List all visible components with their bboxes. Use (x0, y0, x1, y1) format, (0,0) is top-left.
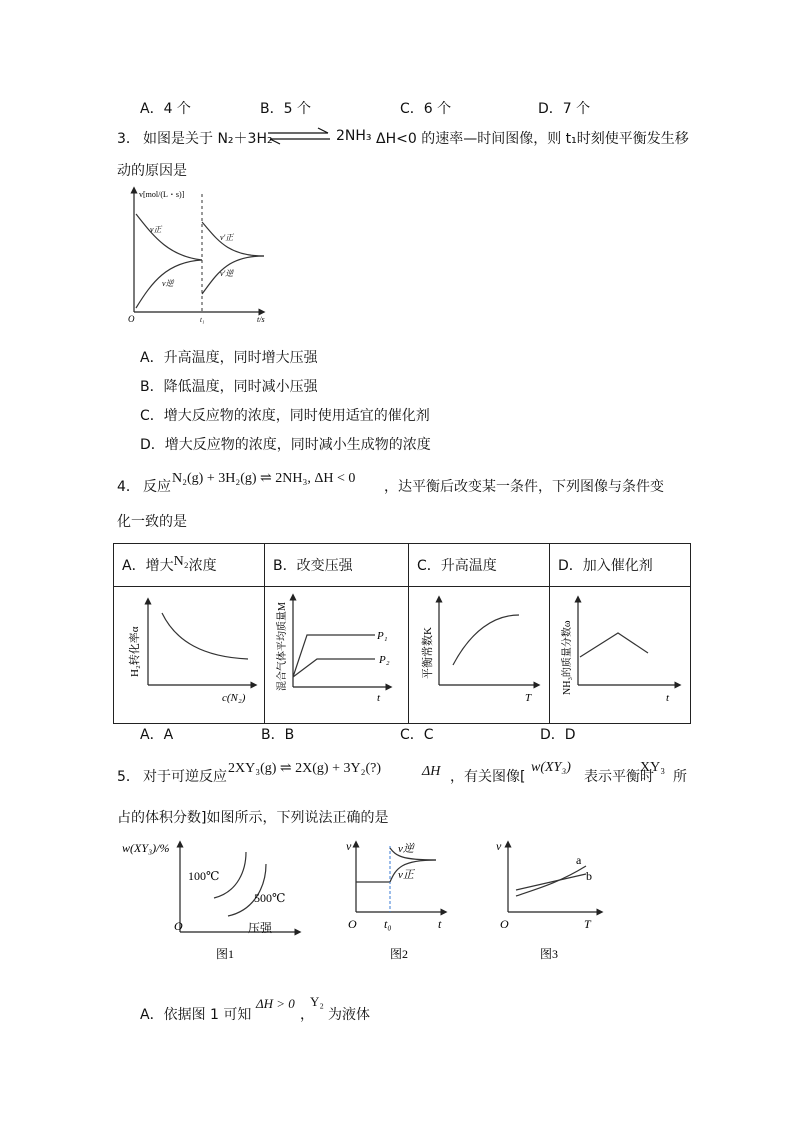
q5-fig3-line-a (516, 866, 586, 896)
q4-header-a-species: N₂ (173, 554, 189, 569)
q5-figure-2 (340, 836, 460, 966)
q3-rate-time-graph (112, 184, 290, 324)
q4-header-d: D．加入催化剂 (550, 544, 691, 587)
q4-header-a (114, 544, 265, 587)
q3-ylabel: v[mol/(L・s)] (139, 190, 185, 199)
q4-option-b: B．B (261, 727, 295, 743)
q5-fig2-origin: O (348, 917, 357, 931)
q5-fig2-xlabel: t (438, 917, 442, 931)
q5-figure-1 (118, 836, 308, 966)
q4-number: 4． (117, 479, 140, 495)
q5-fig3-origin: O (500, 917, 509, 931)
q3-option-c: C．增大反应物的浓度，同时使用适宜的催化剂 (140, 408, 430, 424)
q4-header-a-suffix: 浓度 (188, 558, 217, 574)
q4-graph-d-cell (550, 587, 691, 724)
q4-header-b: B．改变压强 (265, 544, 409, 587)
q4-text-a: 反应 (143, 479, 171, 495)
q5-fig1-label-500: 500℃ (254, 891, 286, 905)
q4-a-curve (162, 613, 248, 659)
q3-text-a: 如图是关于 N₂＋3H₂ (143, 131, 273, 147)
q4-graph-a (114, 587, 264, 719)
q4-c-xlabel: T (525, 692, 532, 704)
q5-fig2-t0: t₀ (384, 917, 392, 931)
q5-fig1-label-100: 100℃ (188, 869, 220, 883)
q5-fig2-v-forward: v正 (398, 869, 414, 881)
q4-option-a: A．A (140, 727, 174, 743)
q5-fig2-ylabel: v (346, 839, 352, 853)
q5-fig1-origin: O (174, 919, 183, 933)
q5-fig3-line-b (516, 874, 586, 890)
q5-fig1-caption: 图1 (216, 947, 235, 961)
q5-option-a-suffix: 为液体 (328, 1007, 370, 1023)
q4-option-d: D．D (540, 727, 576, 743)
q4-header-a-prefix: A．增大 (122, 558, 174, 574)
q5-fig3-xlabel: T (584, 917, 591, 931)
q3-t1-label: t₁ (200, 316, 205, 324)
q5-fig3-ylabel: v (496, 839, 502, 853)
q4-header-c: C．升高温度 (409, 544, 550, 587)
q3-v-forward2: v'正 (220, 233, 234, 242)
q2-option-b: B．5 个 (260, 101, 311, 117)
q2-option-a: A．4 个 (140, 101, 191, 117)
q3-xlabel: t/s (257, 315, 265, 324)
q2-option-d: D．7 个 (538, 101, 591, 117)
q4-a-ylabel: H₂转化率α (129, 626, 141, 677)
q4-graph-b-cell (265, 587, 409, 724)
q4-b-xlabel: t (377, 692, 381, 704)
q3-v-reverse2: v'逆 (220, 269, 234, 278)
q5-text-a: 对于可逆反应 (143, 769, 227, 785)
q4-text-line2: 化一致的是 (117, 514, 187, 530)
q5-w-symbol: w(XY₃) (531, 760, 571, 775)
q4-d-xlabel: t (666, 692, 670, 704)
q4-graph-c-cell (409, 587, 550, 724)
q4-c-ylabel: 平衡常数K (422, 627, 434, 679)
q5-figure-3 (490, 836, 610, 966)
q5-fig2-v-reverse: v逆 (398, 843, 414, 855)
q5-option-a-y2: Y₂ (310, 994, 324, 1009)
q5-xy3: XY₃ (640, 760, 666, 775)
q5-fig2-caption: 图2 (390, 947, 409, 961)
q4-c-curve (453, 615, 519, 665)
q4-graph-b (265, 587, 408, 719)
q5-text-b: ，有关图像[ (450, 769, 526, 785)
q4-d-ylabel: NH₃的质量分数ω (562, 620, 573, 695)
q5-fig3-a: a (576, 853, 582, 867)
q4-graph-a-cell (114, 587, 265, 724)
q4-b-ylabel: 混合气体平均质量M (277, 602, 288, 691)
q3-v-reverse: v逆 (162, 279, 174, 288)
q5-equation: 2XY₃(g) ⇌ 2X(g) + 3Y₂(?) (228, 761, 382, 776)
q4-equation: N₂(g) + 3H₂(g) ⇌ 2NH₃, ΔH < 0 (172, 471, 356, 486)
q5-number: 5． (117, 769, 140, 785)
q3-origin: O (128, 314, 135, 324)
q4-text-b: ，达平衡后改变某一条件，下列图像与条件变 (384, 479, 664, 495)
q5-fig1-xlabel: 压强 (248, 921, 273, 935)
q5-fig3-caption: 图3 (540, 947, 559, 961)
q5-fig1-500c-curve (228, 864, 266, 916)
q3-forward-curve (136, 214, 202, 260)
equilibrium-arrow-icon (266, 125, 332, 147)
q3-text-c: ΔH<0 的速率—时间图像，则 t₁时刻使平衡发生移 (376, 131, 689, 147)
q5-text-c: 表示平衡时 (584, 769, 654, 785)
q4-b-p1-line (293, 635, 375, 677)
q3-option-d: D．增大反应物的浓度，同时减小生成物的浓度 (140, 437, 431, 453)
q4-graph-c (409, 587, 549, 719)
q3-number: 3． (117, 131, 140, 147)
q5-dh: ΔH (422, 764, 441, 779)
q4-options-table (113, 543, 691, 724)
q4-d-line (580, 633, 648, 657)
q5-fig1-ylabel: w(XY₃)/% (122, 841, 170, 855)
q5-option-a-dh: ΔH > 0 (256, 996, 295, 1011)
q5-fig3-b: b (586, 869, 592, 883)
q3-option-a: A．升高温度，同时增大压强 (140, 350, 318, 366)
q5-option-a-mid: ， (300, 1007, 314, 1023)
q4-a-xlabel: c(N₂) (222, 692, 246, 704)
q5-option-a-prefix: A．依据图 1 可知 (140, 1007, 252, 1023)
q2-option-c: C．6 个 (400, 101, 452, 117)
q3-option-b: B．降低温度，同时减小压强 (140, 379, 318, 395)
q3-v-forward: v正 (150, 225, 162, 234)
q4-b-p2-line (293, 659, 375, 677)
q4-b-p2: P₂ (379, 654, 390, 666)
q5-text-line2: 占的体积分数]如图所示，下列说法正确的是 (117, 810, 389, 826)
q5-text-d: 所 (673, 769, 687, 785)
q3-text-b: 2NH₃ (336, 128, 372, 144)
q4-b-p1: P₁ (377, 630, 388, 642)
q4-option-c: C．C (400, 727, 434, 743)
q4-graph-d (550, 587, 690, 719)
q3-text-line2: 动的原因是 (117, 163, 187, 179)
